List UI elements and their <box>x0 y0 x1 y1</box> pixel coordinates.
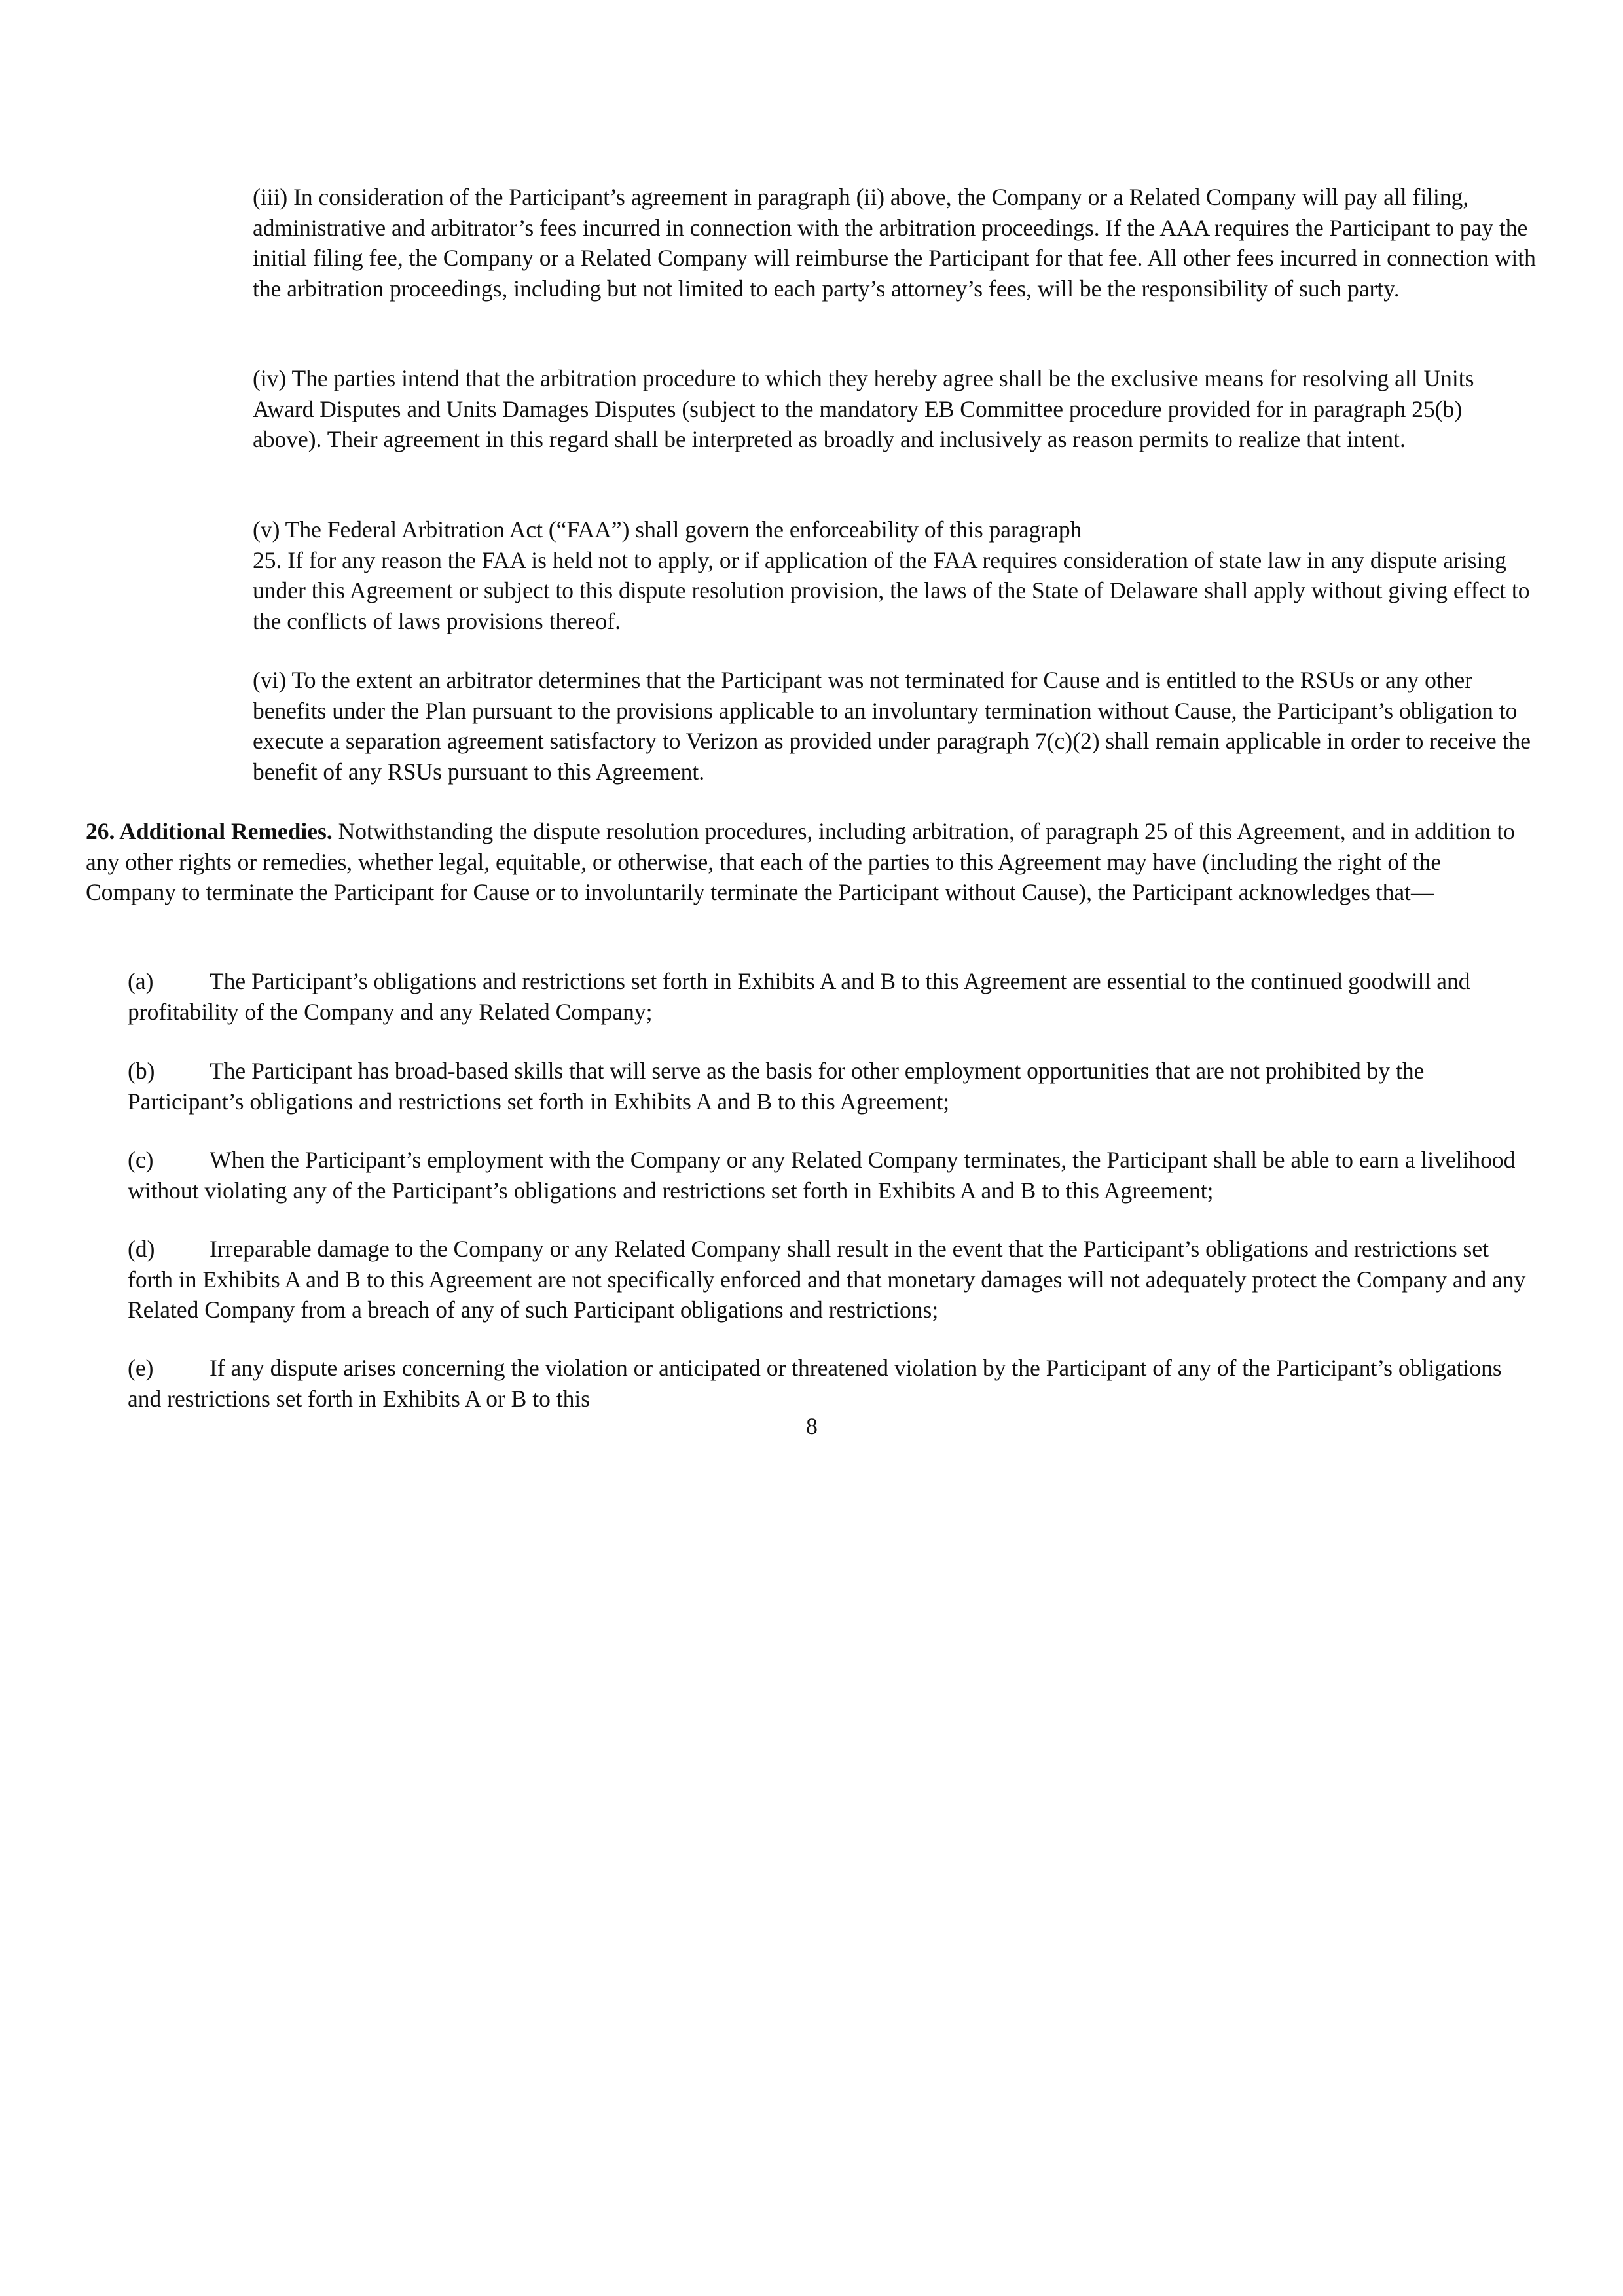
item-e-label: (e) <box>128 1355 154 1381</box>
item-d-text: Irreparable damage to the Company or any Related Company shall result in the event that the Participant’s obligations and restrictions set forth in Exhibits A and B to this Agreement are not specifically enforced and that monetary damages will not adequately protect the Company and any Related Company from a breach of any of such Participant obligations and restrictions; <box>128 1236 1526 1323</box>
paragraph-iii-label: (iii) <box>253 184 288 210</box>
item-d <box>128 1234 1536 1325</box>
paragraph-iv <box>253 363 1536 455</box>
section-26-heading: 26. Additional Remedies. <box>86 818 333 844</box>
item-d-label: (d) <box>128 1236 155 1262</box>
paragraph-iv-text: The parties intend that the arbitration procedure to which they hereby agree shall be the exclusive means for resolving all Units Award Disputes and Units Damages Disputes (subject to the mandatory EB Committee procedure provided for in paragraph 25(b) above). Their agreement in this regard shall be interpreted as broadly and inclusively as reason permits to realize that intent. <box>253 365 1474 452</box>
item-e-text: If any dispute arises concerning the violation or anticipated or threatened violation by the Participant of any of the Participant’s obligations and restrictions set forth in Exhibits A or B to this <box>128 1355 1502 1412</box>
paragraph-vi <box>253 665 1536 787</box>
item-a-label: (a) <box>128 968 154 994</box>
paragraph-v-label: (v) <box>253 516 280 543</box>
paragraph-iii <box>253 182 1536 304</box>
paragraph-v-first-line <box>253 514 1536 545</box>
paragraph-vi-text: To the extent an arbitrator determines that the Participant was not terminated for Cause and is entitled to the RSUs or any other benefits under the Plan pursuant to the provisions applicable to an involuntary termination without Cause, the Participant’s obligation to execute a separation agreement satisfactory to Verizon as provided under paragraph 7(c)(2) shall remain applicable in order to receive the benefit of any RSUs pursuant to this Agreement. <box>253 667 1531 785</box>
section-26 <box>86 816 1536 908</box>
page-number: 8 <box>806 1413 818 1439</box>
item-e <box>128 1353 1536 1414</box>
paragraph-v-rest: 25. If for any reason the FAA is held not to apply, or if application of the FAA requires consideration of state law in any dispute arising under this Agreement or subject to this dispute resolution provision, the laws of the State of Delaware shall apply without giving effect to the conflicts of laws provisions thereof. <box>253 547 1530 634</box>
item-c <box>128 1145 1536 1206</box>
item-b <box>128 1056 1536 1117</box>
item-c-text: When the Participant’s employment with the Company or any Related Company terminates, the Participant shall be able to earn a livelihood without violating any of the Participant’s obligations and restrictions set forth in Exhibits A and B to this Agreement; <box>128 1147 1516 1204</box>
paragraph-vi-label: (vi) <box>253 667 287 693</box>
item-c-label: (c) <box>128 1147 154 1173</box>
item-b-text: The Participant has broad-based skills that will serve as the basis for other employment opportunities that are not prohibited by the Participant’s obligations and restrictions set forth in Exhibits A and B to this Agreement; <box>128 1058 1425 1115</box>
paragraph-iv-label: (iv) <box>253 365 287 391</box>
item-b-label: (b) <box>128 1058 155 1084</box>
paragraph-v <box>253 514 1536 636</box>
paragraph-iii-text: In consideration of the Participant’s agreement in paragraph (ii) above, the Company or a Related Company will pay all filing, administrative and arbitrator’s fees incurred in connection with the arbitration proceedings. If the AAA requires the Participant to pay the initial filing fee, the Company or a Related Company will reimburse the Participant for that fee. All other fees incurred in connection with the arbitration proceedings, including but not limited to each party’s attorney’s fees, will be the responsibility of such party. <box>253 184 1536 302</box>
paragraph-v-line1: The Federal Arbitration Act (“FAA”) shall govern the enforceability of this paragraph <box>285 516 1082 543</box>
section-26-text: Notwithstanding the dispute resolution procedures, including arbitration, of paragraph 25 of this Agreement, and in addition to any other rights or remedies, whether legal, equitable, or otherwise, that each of the parties to this Agreement may have (including the right of the Company to terminate the Participant for Cause or to involuntarily terminate the Participant without Cause), the Participant acknowledges that— <box>86 818 1515 905</box>
item-a-text: The Participant’s obligations and restrictions set forth in Exhibits A and B to this Agreement are essential to the continued goodwill and profitability of the Company and any Related Company; <box>128 968 1470 1025</box>
item-a <box>128 966 1536 1027</box>
